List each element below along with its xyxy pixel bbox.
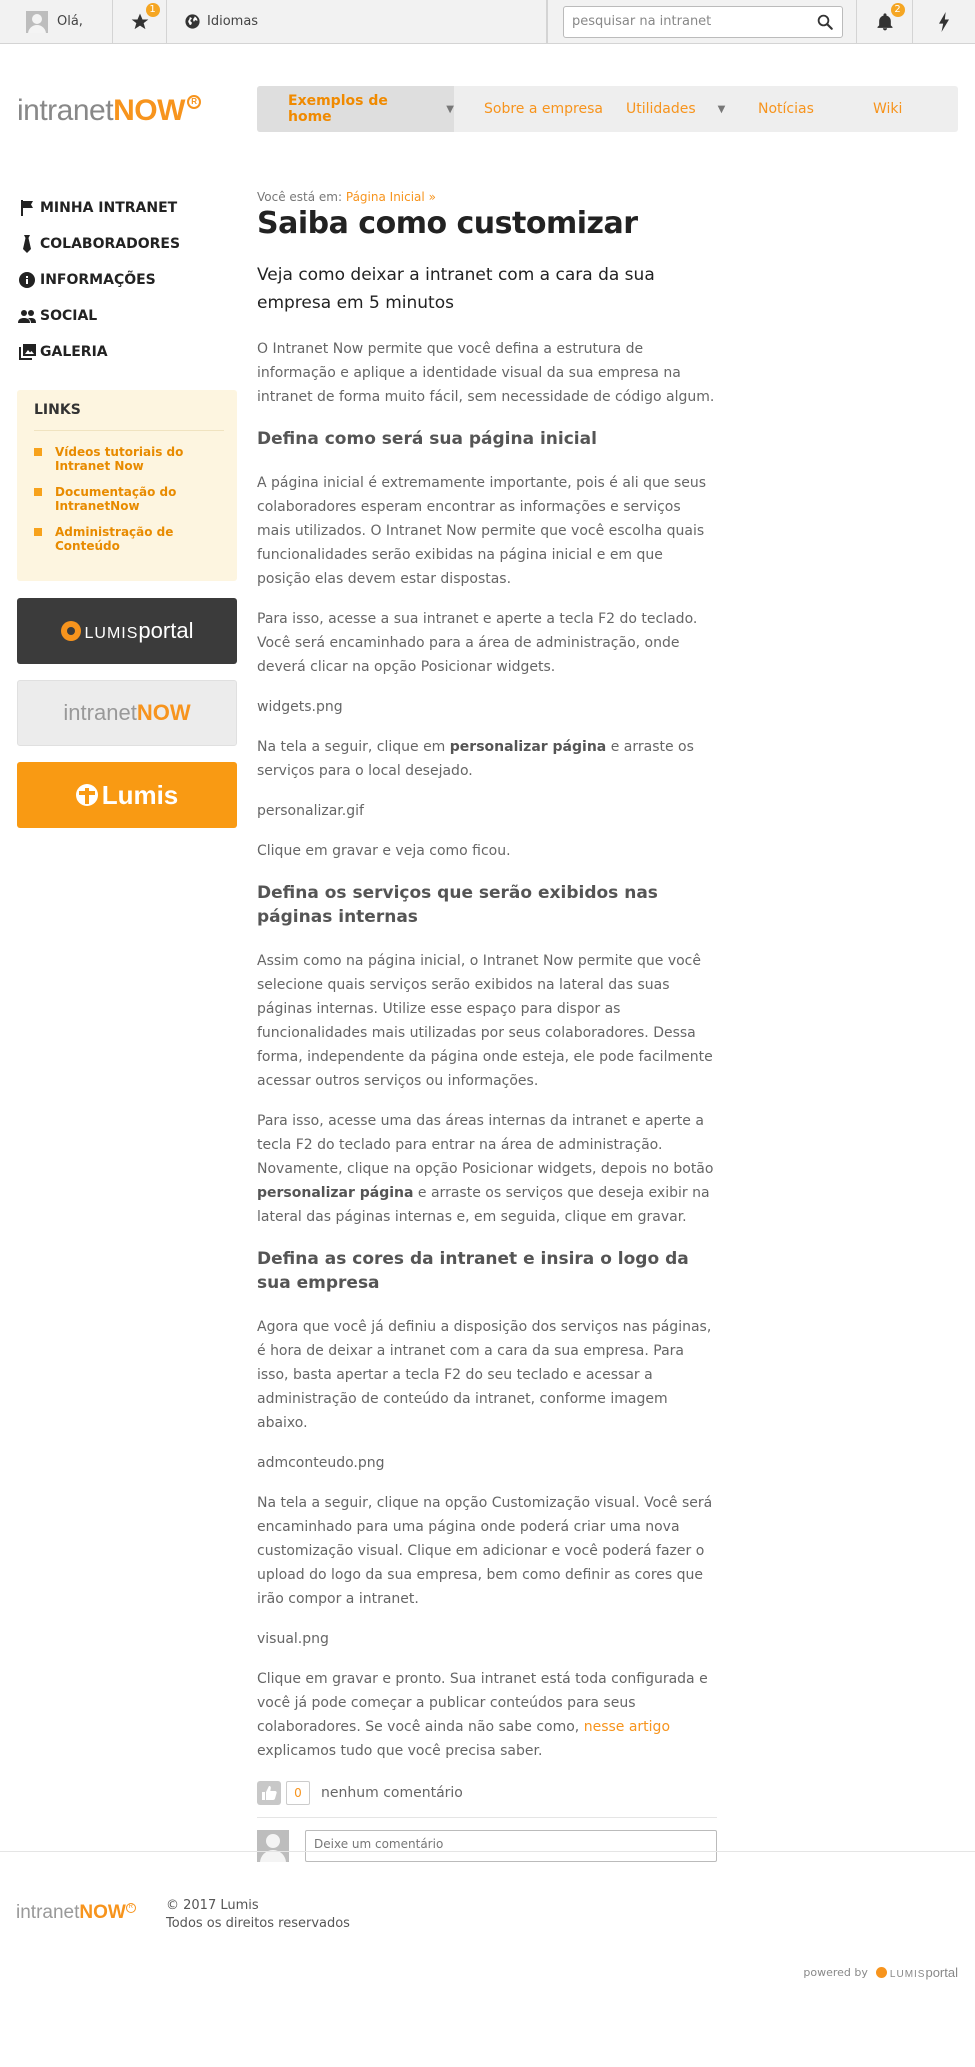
bell-icon (875, 12, 895, 32)
powered-text-portal: portal (925, 1965, 958, 1980)
user-greeting: Olá, (57, 14, 83, 29)
favorites-badge: 1 (146, 3, 160, 17)
paragraph-bold-text: personalizar página (449, 739, 607, 755)
powered-by[interactable] (803, 1965, 958, 1980)
article-lead: Veja como deixar a intranet com a cara da sua empresa em 5 minutos (257, 265, 655, 313)
nav-item-noticias[interactable] (754, 86, 873, 132)
notifications-button[interactable] (857, 0, 913, 43)
article-paragraph: Clique em gravar e veja como ficou. (257, 843, 511, 859)
links-list (34, 430, 224, 565)
section-heading: Defina as cores da intranet e insira o logo da sua empresa (257, 1249, 689, 1293)
like-button[interactable] (257, 1781, 281, 1805)
gallery-icon (19, 344, 36, 360)
links-box (17, 390, 237, 581)
sidebar-menu (18, 190, 238, 370)
section-heading: Defina como será sua página inicial (257, 429, 597, 449)
paragraph-bold-text: personalizar página (257, 1185, 414, 1201)
avatar (257, 1830, 289, 1862)
article-paragraph: Assim como na página inicial, o Intranet Now permite que você selecione quais serviços serão exibidos na lateral das suas páginas internas. Utilize esse espaço para dispor as funcionalidades mais utilizadas por seus colaboradores. Dessa forma, independente da página onde esteja, ele pode facilmente acessar outros serviços ou informações. (257, 953, 713, 1089)
search-box (563, 6, 843, 38)
breadcrumb-prefix: Você está em: (257, 190, 343, 204)
lumisportal-logo-icon (61, 621, 81, 641)
breadcrumb (257, 190, 717, 204)
sidebar-item-minha-intranet[interactable] (18, 190, 238, 226)
top-bar (0, 0, 975, 44)
article-paragraph: Para isso, acesse a sua intranet e aperte a tecla F2 do teclado. Você será encaminhado para a área de administração, onde deverá clicar na opção Posicionar widgets. (257, 611, 698, 675)
like-count: 0 (286, 1781, 310, 1805)
article-paragraph: Agora que você já definiu a disposição dos serviços nas páginas, é hora de deixar a intranet com a cara da sua empresa. Para isso, basta apertar a tecla F2 do seu teclado e acessar a administração de conteúdo da intranet, conforme imagem abaixo. (257, 1319, 712, 1431)
language-button[interactable] (167, 0, 547, 43)
banner-text-intranet: intranet (63, 700, 137, 725)
logo-text-now: NOW (113, 94, 185, 127)
sidebar-item-colaboradores[interactable] (18, 226, 238, 262)
article-paragraph: O Intranet Now permite que você defina a estrutura de informação e aplique a identidade visual da sua empresa na intranet de forma muito fácil, sem necessidade de código algum. (257, 341, 715, 405)
banner-text-now: NOW (136, 700, 191, 725)
article-paragraph (257, 1667, 717, 1763)
lumis-banner[interactable] (17, 762, 237, 828)
lumisportal-text-portal: portal (138, 618, 194, 643)
like-row (257, 1781, 717, 1805)
nav-item-utilidades[interactable] (624, 86, 754, 132)
paragraph-text: explicamos tudo que você precisa saber. (257, 1743, 543, 1759)
logo-text-intranet: intranet (16, 1902, 80, 1923)
copyright-text: © 2017 Lumis (166, 1898, 259, 1913)
registered-mark: R (126, 1903, 136, 1913)
nav-item-label: Notícias (758, 101, 814, 117)
powered-by-label: powered by (803, 1966, 868, 1979)
article-link-nesse-artigo[interactable]: nesse artigo (583, 1719, 671, 1735)
sidebar-item-label: SOCIAL (40, 308, 98, 324)
lumisportal-logo-icon (876, 1967, 887, 1978)
search-area (547, 0, 857, 43)
link-documentacao[interactable]: Documentação do IntranetNow (34, 485, 224, 513)
image-placeholder: widgets.png (257, 699, 343, 715)
main-navigation (257, 86, 958, 132)
comments-count-label: nenhum comentário (321, 1785, 463, 1801)
article-paragraph (257, 735, 717, 783)
nav-item-label: Utilidades (626, 101, 696, 117)
breadcrumb-link-pagina-inicial[interactable]: Página Inicial » (345, 190, 436, 204)
paragraph-text: e arraste os serviços que deseja exibir na lateral das páginas internas e, em seguida, clique em gravar. (257, 1185, 710, 1225)
lumis-banner-text: Lumis (101, 779, 179, 810)
sidebar-item-label: MINHA INTRANET (40, 200, 178, 216)
paragraph-text: Para isso, acesse uma das áreas internas da intranet e aperte a tecla F2 do teclado para entrar na área de administração. Novamente, clique na opção Posicionar widgets, depois no botão (257, 1113, 714, 1177)
info-icon (19, 272, 35, 288)
lumis-logo-icon (76, 784, 98, 806)
search-icon[interactable] (816, 13, 834, 31)
sidebar-item-galeria[interactable] (18, 334, 238, 370)
article (257, 190, 717, 1862)
link-administracao-conteudo[interactable]: Administração de Conteúdo (34, 525, 224, 553)
rights-text: Todos os direitos reservados (166, 1916, 350, 1931)
link-videos-tutoriais[interactable]: Vídeos tutoriais do Intranet Now (34, 445, 224, 473)
sidebar-item-informacoes[interactable] (18, 262, 238, 298)
avatar (26, 11, 48, 33)
image-placeholder: visual.png (257, 1631, 329, 1647)
comment-form (257, 1817, 717, 1862)
page-title: Saiba como customizar (257, 206, 638, 241)
sidebar-item-label: GALERIA (40, 344, 108, 360)
links-title: LINKS (34, 402, 81, 418)
star-icon (130, 12, 150, 32)
notifications-badge: 2 (891, 3, 905, 17)
lumisportal-text-lumis: LUMIS (84, 625, 139, 642)
nav-item-label: Exemplos de home (288, 93, 388, 125)
nav-item-wiki[interactable] (873, 86, 933, 132)
search-input[interactable] (572, 14, 816, 29)
footer-copyright (166, 1897, 350, 1933)
intranet-now-banner[interactable] (17, 680, 237, 746)
article-paragraph (257, 1109, 717, 1229)
paragraph-text: Na tela a seguir, clique em (257, 739, 450, 755)
logo-text-intranet: intranet (17, 94, 114, 127)
nav-item-sobre-a-empresa[interactable] (454, 86, 624, 132)
footer-divider (0, 1851, 975, 1852)
sidebar-item-label: COLABORADORES (40, 236, 181, 252)
tie-icon (22, 235, 32, 253)
footer-logo (16, 1902, 136, 1924)
image-placeholder: admconteudo.png (257, 1455, 385, 1471)
sidebar-item-label: INFORMAÇÕES (40, 272, 156, 288)
intranet-now-logo[interactable] (17, 94, 201, 128)
article-paragraph: Na tela a seguir, clique na opção Customização visual. Você será encaminhado para uma página onde poderá criar uma nova customização visual. Clique em adicionar e você poderá fazer o upload do logo da sua empresa, bem como definir as cores que irão compor a intranet. (257, 1495, 713, 1607)
paragraph-text: Clique em gravar e pronto. Sua intranet está toda configurada e você já pode começar a publicar conteúdos para seus colaboradores. Se você ainda não sabe como, (257, 1671, 708, 1735)
quick-actions-button[interactable] (913, 0, 975, 43)
registered-mark: R (187, 95, 201, 109)
article-paragraph: A página inicial é extremamente importante, pois é ali que seus colaboradores esperam encontrar as informações e serviços mais utilizados. O Intranet Now permite que você escolha quais funcionalidades serão exibidas na página inicial e em que posição elas devem estar dispostas. (257, 475, 707, 587)
image-placeholder: personalizar.gif (257, 803, 364, 819)
flag-icon (20, 200, 34, 216)
favorites-button[interactable] (113, 0, 167, 43)
globe-icon (184, 13, 201, 30)
section-heading: Defina os serviços que serão exibidos nas páginas internas (257, 883, 658, 927)
nav-item-label: Wiki (873, 101, 903, 117)
paragraph-text: e arraste os serviços para o local desejado. (257, 739, 694, 779)
chevron-down-icon: ▼ (717, 103, 726, 115)
language-label: Idiomas (207, 14, 259, 29)
sidebar-item-social[interactable] (18, 298, 238, 334)
thumbs-up-icon (262, 1786, 277, 1800)
logo-text-now: NOW (79, 1902, 126, 1923)
nav-item-exemplos-de-home[interactable] (257, 86, 454, 132)
chevron-down-icon: ▼ (446, 103, 454, 115)
powered-text-lumis: LUMIS (889, 1969, 926, 1980)
user-menu[interactable] (0, 0, 113, 43)
lumisportal-banner[interactable] (17, 598, 237, 664)
nav-item-label: Sobre a empresa (484, 101, 603, 117)
people-icon (18, 309, 36, 323)
comment-input[interactable] (305, 1830, 717, 1862)
lightning-icon (937, 12, 951, 32)
